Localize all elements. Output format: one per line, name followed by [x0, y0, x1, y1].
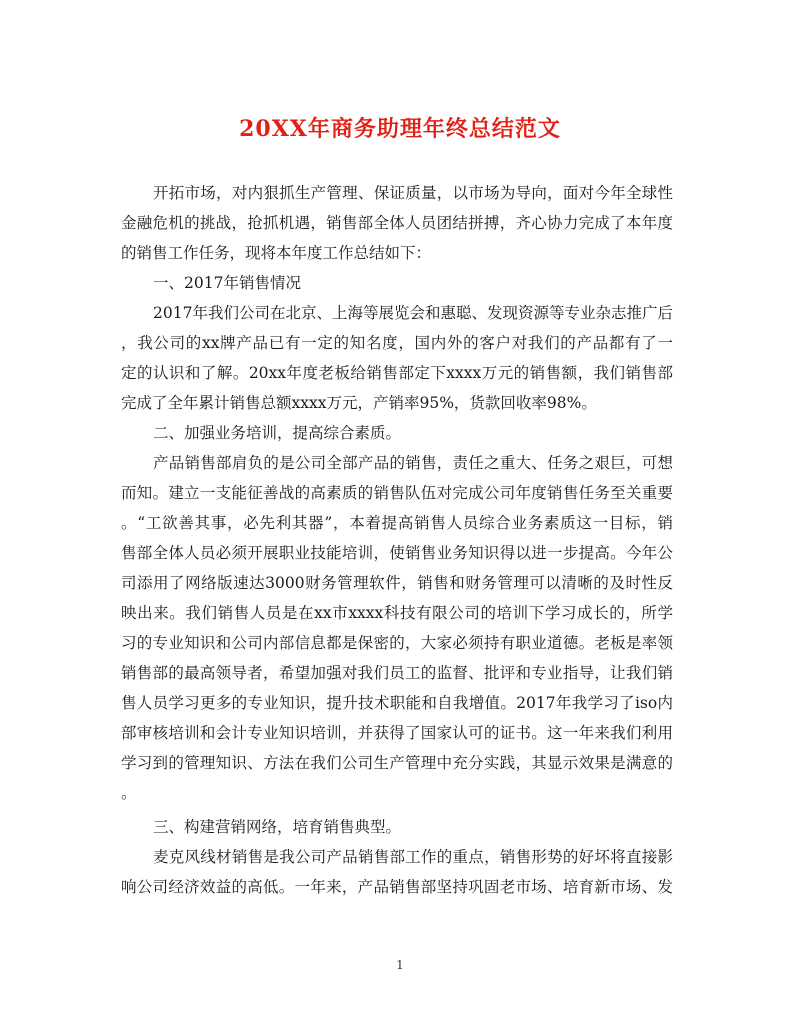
- paragraph-line: ，我公司的xx牌产品已有一定的知名度，国内外的客户对我们的产品都有了一: [121, 334, 673, 352]
- paragraph-line: 而知。建立一支能征善战的高素质的销售队伍对完成公司年度销售任务至关重要: [121, 484, 673, 502]
- paragraph-line: 麦克风线材销售是我公司产品销售部工作的重点，销售形势的好坏将直接影: [153, 848, 673, 866]
- document-body: [121, 178, 673, 902]
- paragraph-line: 映出来。我们销售人员是在xx市xxxx科技有限公司的培训下学习成长的，所学: [121, 604, 673, 622]
- paragraph-line: 响公司经济效益的高低。一年来，产品销售部坚持巩固老市场、培育新市场、发: [121, 878, 673, 896]
- paragraph-line: 部审核培训和会计专业知识培训，并获得了国家认可的证书。这一年来我们利用: [121, 724, 673, 742]
- paragraph-line: 司添用了网络版速达3000财务管理软件，销售和财务管理可以清晰的及时性反: [121, 574, 673, 592]
- paragraph-line: 金融危机的挑战，抢抓机遇，销售部全体人员团结拼搏，齐心协力完成了本年度: [121, 214, 673, 232]
- section-heading: 一、2017年销售情况: [153, 274, 301, 292]
- section-heading: 三、构建营销网络，培育销售典型。: [153, 818, 402, 836]
- page-number: 1: [396, 958, 404, 972]
- section-heading: 二、加强业务培训，提高综合素质。: [153, 424, 402, 442]
- paragraph-line: 开拓市场，对内狠抓生产管理、保证质量，以市场为导向，面对今年全球性: [153, 184, 673, 202]
- paragraph-line: 。: [121, 784, 137, 802]
- paragraph-line: 售部全体人员必须开展职业技能培训，使销售业务知识得以进一步提高。今年公: [121, 544, 673, 562]
- paragraph-line: 学习到的管理知识、方法在我们公司生产管理中充分实践，其显示效果是满意的: [121, 754, 673, 772]
- paragraph-line: 2017年我们公司在北京、上海等展览会和惠聪、发现资源等专业杂志推广后: [153, 304, 673, 322]
- paragraph-line: 定的认识和了解。20xx年度老板给销售部定下xxxx万元的销售额，我们销售部: [121, 364, 673, 382]
- paragraph-line: 售人员学习更多的专业知识，提升技术职能和自我增值。2017年我学习了iso内: [121, 694, 673, 712]
- paragraph-line: 产品销售部肩负的是公司全部产品的销售，责任之重大、任务之艰巨，可想: [153, 454, 673, 472]
- document-title: 20XX年商务助理年终总结范文: [239, 116, 561, 142]
- paragraph-line: 。“工欲善其事，必先利其器”，本着提高销售人员综合业务素质这一目标，销: [121, 514, 673, 532]
- paragraph-line: 的销售工作任务，现将本年度工作总结如下：: [121, 244, 432, 262]
- paragraph-line: 完成了全年累计销售总额xxxx万元，产销率95%，货款回收率98%。: [121, 394, 597, 412]
- paragraph-line: 销售部的最高领导者，希望加强对我们员工的监督、批评和专业指导，让我们销: [121, 664, 673, 682]
- paragraph-line: 习的专业知识和公司内部信息都是保密的，大家必须持有职业道德。老板是率领: [121, 634, 673, 652]
